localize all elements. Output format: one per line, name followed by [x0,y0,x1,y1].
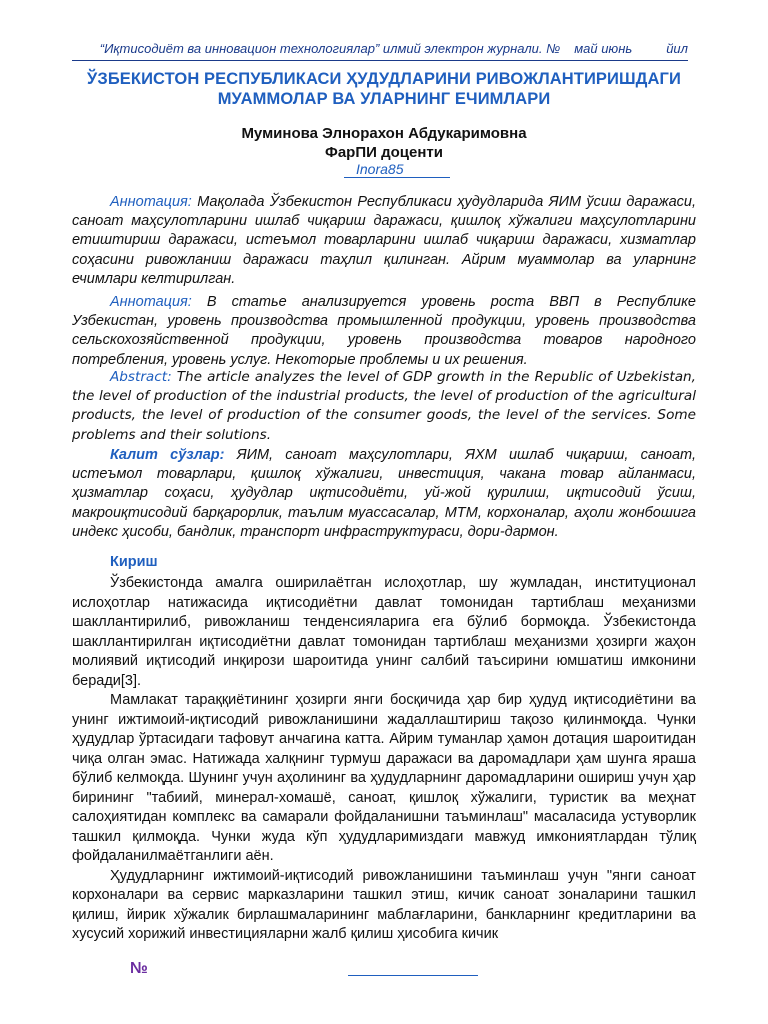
annotation-uz-text: Мақолада Ўзбекистон Республикаси ҳудудларида ЯИМ ўсиш даражаси, саноат маҳсулотларини ишлаб чиқариш даражаси, қишлоқ хўжалиги маҳсулотларини етиштириш даражаси, истеъмол товарларини ишлаб чиқариш даражаси, хизматлар соҳасини ривожланиш даражаси таҳлил қилинган. Айрим муаммолар ва уларнинг ечимлари келтирилган. [72,194,696,287]
annotation-uz [72,193,696,289]
abstract-en-text: The article analyzes the level of GDP growth in the Republic of Uzbekistan, the level of production of the industrial products, the level of production of the agricultural products, the level of production of the consumer goods, the level of the services. Some problems and their solutions. [72,369,696,443]
section-heading-intro: Кириш [110,554,158,570]
author-name: Муминова Элнорахон Абдукаримовна [241,125,527,142]
author-link[interactable]: Inora85 [344,162,450,178]
journal-month: май июнь [574,41,633,56]
intro-body [72,574,696,945]
annotation-ru-text: В статье анализируется уровень роста ВВП в Республике Узбекистан, уровень производства промышленной продукции, уровень производства сельскохозяйственной продукции, уровень производства товаров народного потребления, уровень услуг. Некоторые проблемы и их решения. [72,294,696,368]
journal-year: йил [666,41,688,56]
intro-paragraph: Мамлакат тараққиётининг ҳозирги янги босқичида ҳар бир ҳудуд иқтисодиётини ва унинг ижтимоий-иқтисодий ривожланишини жадаллаштириш тақозо қилинмоқда. Чунки ҳудудлар ўртасидаги тафовут анчагина катта. Айрим туманлар ҳамон дотация шароитидан чиқа олган эмас. Натижада халқнинг турмуш даражаси ва даромадлари ҳам шунга яраша бўлиб келмоқда. Шунинг учун аҳолининг ва ҳудудларнинг даромадларини ошириш учун ҳар бирининг "табиий, минерал-хомашё, саноат, қишлоқ хўжалиги, туристик ва меҳнат салоҳиятидан комплекс ва самарали фойдаланишни таъминлаш" масаласида устуворлик ташкил қилмоқда. Чунки жуда кўп ҳудудларимиздаги мавжуд имкониятлардан тўлиқ фойдаланилмаётганлиги аён. [72,692,696,864]
annotation-uz-label: Аннотация: [110,194,192,210]
article-title: ЎЗБЕКИСТОН РЕСПУБЛИКАСИ ҲУДУДЛАРИНИ РИВОЖЛАНТИРИШДАГИ МУАММОЛАР ВА УЛАРНИНГ ЕЧИМЛАРИ [87,70,681,108]
annotation-ru [72,293,696,370]
footer-number: № [130,960,148,977]
keywords-label: Калит сўзлар: [110,447,225,463]
keywords-text: ЯИМ, саноат маҳсулотлари, ЯХМ ишлаб чиқариш, саноат, истеъмол товарлари, қишлоқ хўжалиги, инвестиция, чакана товар айланмаси, ҳизматлар соҳаси, ҳудудлар иқтисодиёти, уй-жой қурилиш, иқтисодий ўсиш, макроиқтисодий барқарорлик, таълим муассасалар, МТМ, корхоналар, аҳоли жонбошига индекс ҳисоби, бандлик, транспорт инфраструктураси, дори-дармон. [72,447,696,540]
author-block [72,124,696,162]
intro-paragraph: Ҳудудларнинг ижтимоий-иқтисодий ривожланишини таъминлаш учун "янги саноат корхоналари ва сервис марказларини ташкил этиш, кичик саноат зоналарини ташкил қилиш, йирик хўжалик бирлашмаларининг маблағларини, банкларнинг кредитларини ва хусусий хорижий инвестицияларни жалб қилиш ҳисобига кичик [72,867,696,942]
journal-header [72,41,688,61]
author-position: ФарПИ доценти [325,144,443,161]
abstract-en-label: Abstract: [110,369,172,385]
annotation-ru-label: Аннотация: [110,294,192,310]
journal-title: “Иқтисодиёт ва инновацион технологиялар” илмий электрон журнали. № [99,41,561,56]
abstract-en [72,368,696,445]
keywords [72,446,696,542]
intro-paragraph: Ўзбекистонда амалга оширилаётган ислоҳотлар, шу жумладан, институционал ислоҳотлар натижасида иқтисодиётни давлат томонидан тартиблаш меҳанизми шакллантирилиб, ривожланиш тенденсияларига ега бўлиб бормоқда. Ўзбекистонда шакллантирилган иқтисодиётни давлат томонидан тартиблаш меҳанизми ҳозирги жаҳон молиявий иқтисодий инқирози шароитида унинг салбий таъсирини юмшатиш имконини беради[3]. [72,575,696,689]
footer-underline [348,975,478,976]
